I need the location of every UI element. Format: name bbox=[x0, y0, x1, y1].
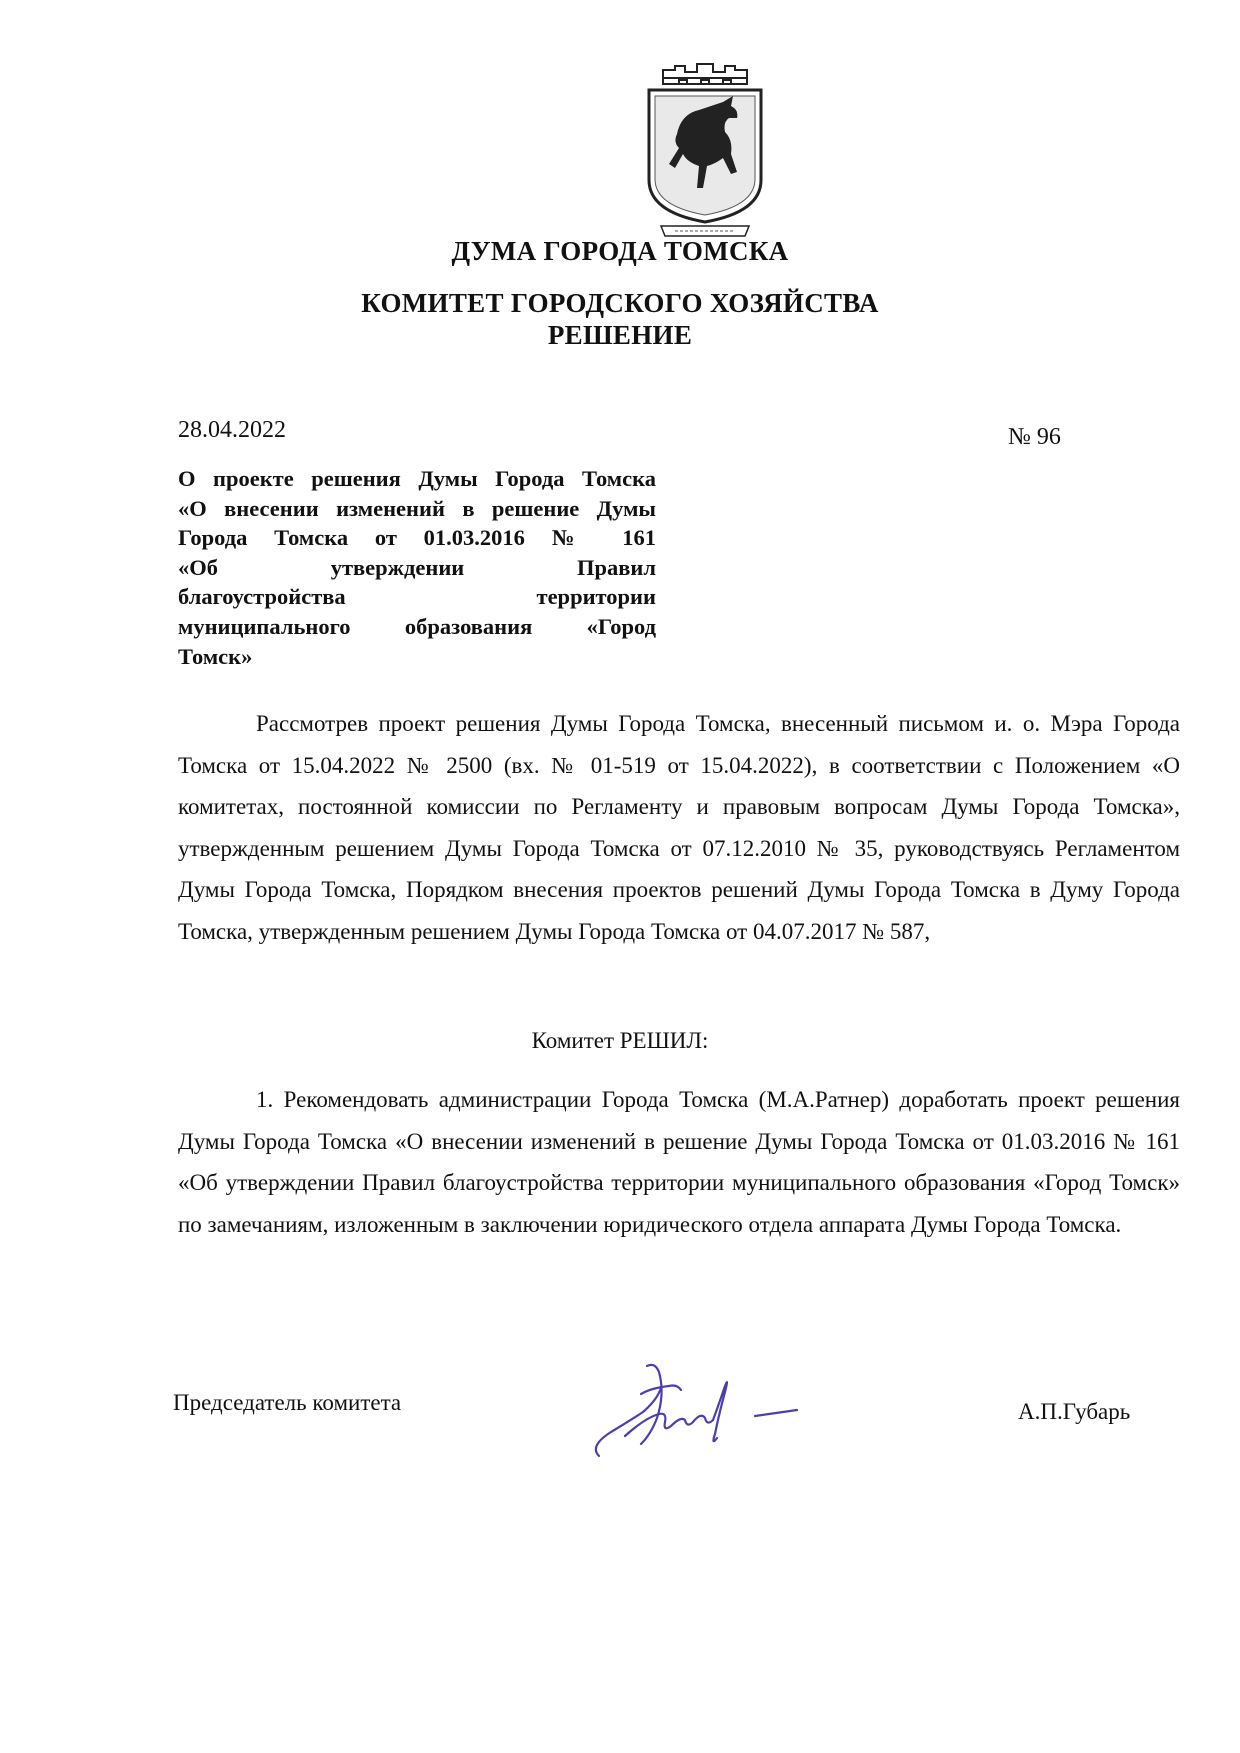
resolution-heading: Комитет РЕШИЛ: bbox=[531, 1028, 709, 1053]
subject-line: «Об утверждении Правил bbox=[178, 554, 656, 580]
document-number: № 96 bbox=[1008, 424, 1061, 450]
coat-of-arms-emblem bbox=[641, 62, 769, 240]
subject-line: О проекте решения Думы Города Томска bbox=[178, 466, 656, 491]
subject-line: муниципального образования «Город bbox=[178, 613, 656, 639]
document-subject bbox=[178, 464, 656, 671]
preamble-paragraph: Рассмотрев проект решения Думы Города Томска, внесенный письмом и. о. Мэра Города Томска от 15.04.2022 № 2500 (вх. № 01-519 от 15.04.2022), в соответствии с Положением «О комитетах, постоянной комиссии по Регламенту и правовым вопросам Думы Города Томска», утвержденным решением Думы Города Томска от 07.12.2010 № 35, руководствуясь Регламентом Думы Города Томска, Порядком внесения проектов решений Думы Города Томска в Думу Города Томска, утвержденным решением Думы Города Томска от 04.07.2017 № 587, bbox=[178, 711, 1180, 944]
subject-line: Города Томска от 01.03.2016 № 161 bbox=[178, 525, 656, 551]
organization-title: ДУМА ГОРОДА ТОМСКА bbox=[451, 236, 789, 266]
signatory-position: Председатель комитета bbox=[173, 1390, 402, 1415]
document-type: РЕШЕНИЕ bbox=[547, 320, 693, 350]
committee-title: КОМИТЕТ ГОРОДСКОГО ХОЗЯЙСТВА bbox=[361, 288, 879, 318]
handwritten-signature bbox=[585, 1358, 825, 1468]
resolution-item-1: 1. Рекомендовать администрации Города Томска (М.А.Ратнер) доработать проект решения Думы Города Томска «О внесении изменений в решение Думы Города Томска от 01.03.2016 № 161 «Об утверждении Правил благоустройства территории муниципального образования «Город Томск» по замечаниям, изложенным в заключении юридического отдела аппарата Думы Города Томска. bbox=[178, 1087, 1180, 1237]
subject-line: благоустройства территории bbox=[178, 584, 656, 610]
subject-line: Томск» bbox=[178, 643, 253, 669]
subject-line: «О внесении изменений в решение Думы bbox=[178, 495, 656, 521]
signatory-name: А.П.Губарь bbox=[1018, 1399, 1131, 1424]
document-date: 28.04.2022 bbox=[178, 417, 286, 443]
